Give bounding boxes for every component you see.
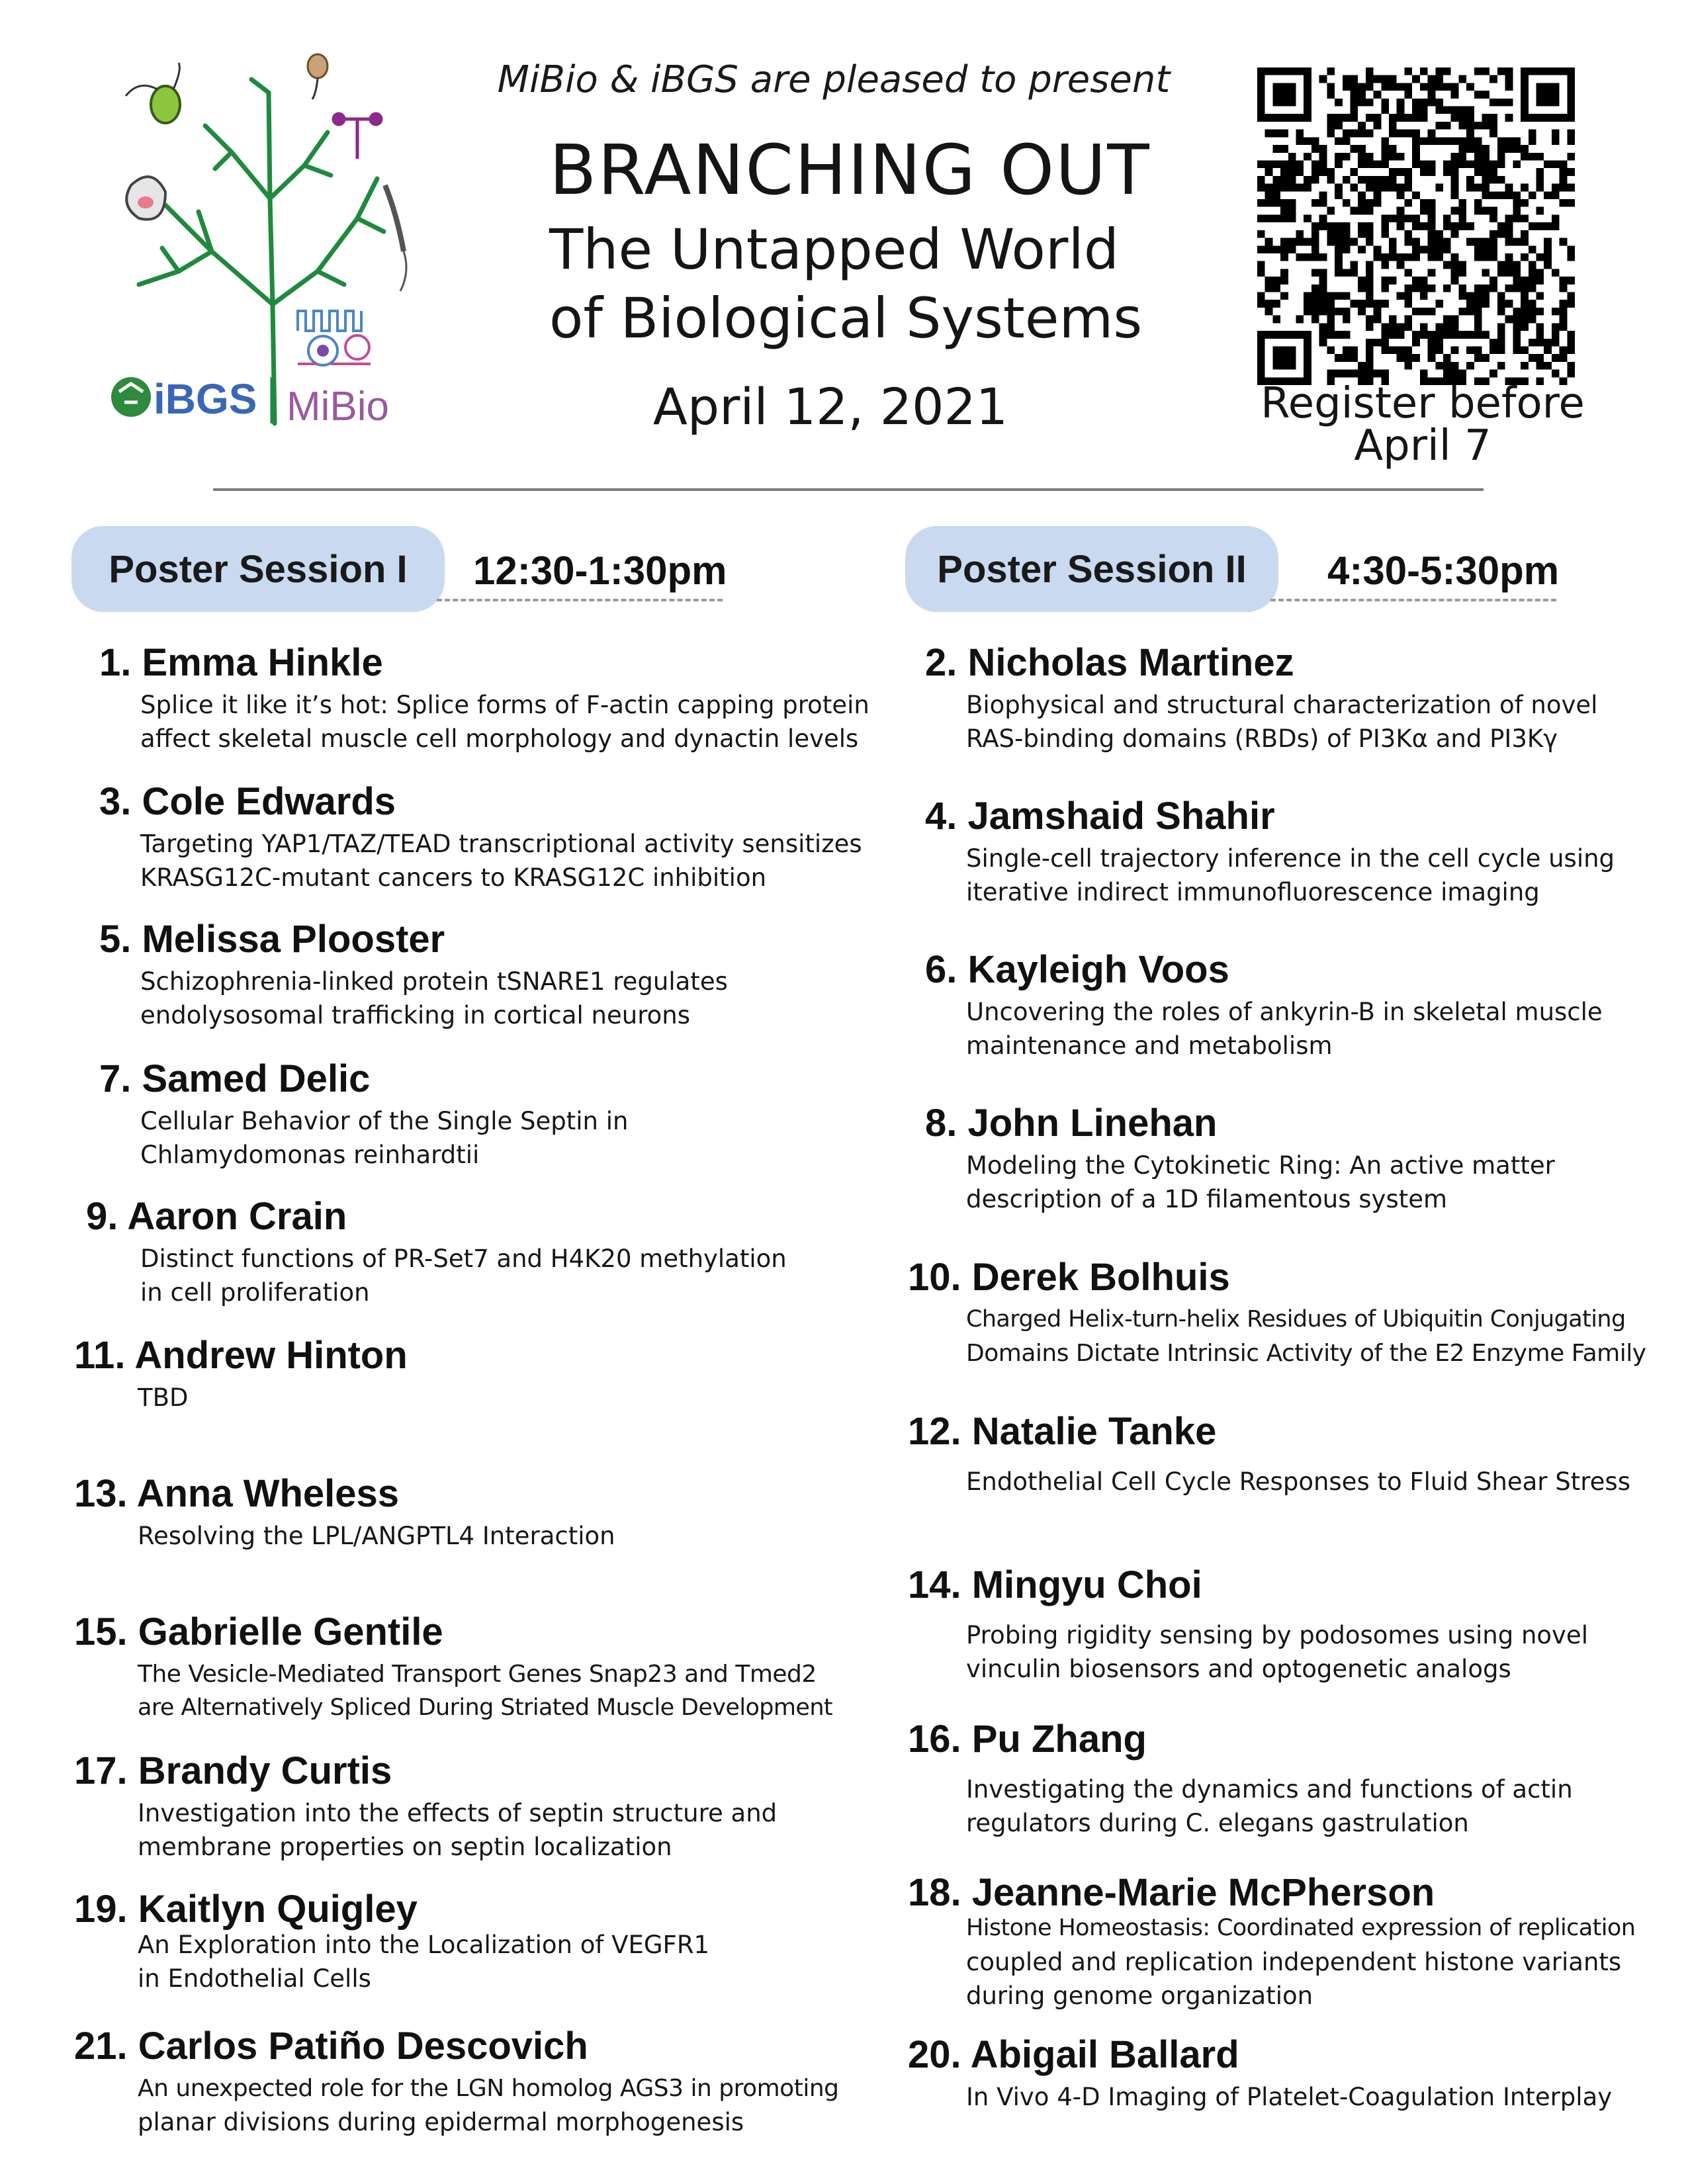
header-divider xyxy=(213,488,1484,491)
poster-title: Domains Dictate Intrinsic Activity of the E2 Enzyme Family xyxy=(966,1340,1646,1367)
poster-session-1-time: 12:30-1:30pm xyxy=(473,548,727,593)
poster-title: Charged Helix-turn-helix Residues of Ubiquitin Conjugating xyxy=(966,1306,1626,1332)
intro-line: MiBio & iBGS are pleased to present xyxy=(497,58,1171,101)
poster-session-2-label: Poster Session II xyxy=(905,526,1278,612)
poster-title: Investigation into the effects of septin structure and xyxy=(138,1799,777,1827)
poster-title: TBD xyxy=(138,1383,189,1412)
poster-title: membrane properties on septin localization xyxy=(138,1833,672,1861)
presenter-name: 13. Anna Wheless xyxy=(74,1472,400,1515)
poster-title: during genome organization xyxy=(966,1982,1313,2010)
poster-title: Distinct functions of PR-Set7 and H4K20 methylation xyxy=(140,1245,787,1273)
poster-title: are Alternatively Spliced During Striated Muscle Development xyxy=(138,1694,833,1721)
poster-title: vinculin biosensors and optogenetic analogs xyxy=(966,1655,1511,1683)
poster-entry xyxy=(908,1563,1588,1686)
registration-qr-code[interactable] xyxy=(1257,67,1575,385)
poster-title: planar divisions during epidermal morphogenesis xyxy=(138,2108,744,2136)
poster-title: KRASG12C-mutant cancers to KRASG12C inhibition xyxy=(140,863,767,892)
subtitle-line-1: The Untapped World xyxy=(549,217,1120,282)
presenter-name: 17. Brandy Curtis xyxy=(74,1749,392,1792)
poster-entry xyxy=(925,947,1603,1063)
poster-title: Investigating the dynamics and functions of actin xyxy=(966,1775,1573,1804)
presenter-name: 14. Mingyu Choi xyxy=(908,1563,1202,1606)
poster-title: The Vesicle-Mediated Transport Genes Snap23 and Tmed2 xyxy=(138,1661,817,1688)
poster-title: Splice it like it’s hot: Splice forms of F-actin capping protein xyxy=(140,691,869,719)
poster-entry xyxy=(86,1194,787,1309)
presenter-name: 4. Jamshaid Shahir xyxy=(925,795,1275,838)
poster-title: Chlamydomonas reinhardtii xyxy=(140,1141,480,1169)
poster-title: RAS-binding domains (RBDs) of PI3Kα and PI3Kγ xyxy=(966,724,1558,753)
poster-title: Probing rigidity sensing by podosomes using novel xyxy=(966,1621,1588,1649)
presenter-name: 2. Nicholas Martinez xyxy=(925,641,1294,684)
presenter-name: 16. Pu Zhang xyxy=(908,1718,1147,1761)
session-2-dash xyxy=(1270,599,1556,601)
presenter-name: 9. Aaron Crain xyxy=(86,1195,347,1238)
event-date: April 12, 2021 xyxy=(652,377,1008,436)
poster-entry xyxy=(908,1255,1646,1370)
poster-title: in Endothelial Cells xyxy=(138,1964,371,1993)
poster-entry xyxy=(74,1471,615,1553)
poster-title: Biophysical and structural characterization of novel xyxy=(966,691,1598,719)
poster-title: iterative indirect immunofluorescence imaging xyxy=(966,878,1540,906)
poster-entry xyxy=(74,2024,839,2139)
presenter-name: 21. Carlos Patiño Descovich xyxy=(74,2025,588,2068)
poster-title: An unexpected role for the LGN homolog AGS3 in promoting xyxy=(138,2075,839,2102)
poster-title: Targeting YAP1/TAZ/TEAD transcriptional activity sensitizes xyxy=(140,830,862,858)
poster-title: Histone Homeostasis: Coordinated expression of replication xyxy=(966,1915,1636,1941)
poster-entry xyxy=(908,1717,1573,1840)
presenter-name: 5. Melissa Plooster xyxy=(99,918,445,961)
poster-entry xyxy=(99,779,862,895)
poster-title: Modeling the Cytokinetic Ring: An active matter xyxy=(966,1151,1555,1180)
ibgs-logo-text: iBGS xyxy=(154,375,257,423)
poster-title: Resolving the LPL/ANGPTL4 Interaction xyxy=(138,1522,615,1550)
presenter-name: 19. Kaitlyn Quigley xyxy=(74,1888,418,1931)
poster-entry xyxy=(74,1610,832,1725)
poster-title: Endothelial Cell Cycle Responses to Fluid Shear Stress xyxy=(966,1467,1630,1496)
poster-session-2-time: 4:30-5:30pm xyxy=(1327,548,1560,593)
presenter-name: 8. John Linehan xyxy=(925,1102,1218,1145)
event-title: BRANCHING OUT xyxy=(549,130,1151,210)
poster-entry xyxy=(925,640,1597,756)
poster-title: regulators during C. elegans gastrulation xyxy=(966,1809,1469,1837)
poster-entry xyxy=(74,1887,709,1995)
poster-entry xyxy=(908,2032,1612,2114)
register-deadline xyxy=(1218,379,1628,470)
presenter-name: 15. Gabrielle Gentile xyxy=(74,1610,443,1653)
poster-title: endolysosomal trafficking in cortical neurons xyxy=(140,1001,690,1029)
presenter-name: 12. Natalie Tanke xyxy=(908,1410,1217,1453)
poster-entry xyxy=(74,1333,408,1415)
poster-title: Cellular Behavior of the Single Septin in xyxy=(140,1107,629,1135)
poster-entry xyxy=(925,1101,1555,1216)
presenter-name: 10. Derek Bolhuis xyxy=(908,1256,1230,1299)
poster-entry xyxy=(925,794,1615,909)
poster-entry xyxy=(908,1870,1635,2013)
register-line-1: Register before xyxy=(1261,379,1585,428)
branching-out-logo xyxy=(99,53,443,450)
poster-title: Uncovering the roles of ankyrin-B in skeletal muscle xyxy=(966,998,1603,1026)
presenter-name: 11. Andrew Hinton xyxy=(74,1334,408,1377)
poster-title: In Vivo 4-D Imaging of Platelet-Coagulation Interplay xyxy=(966,2083,1613,2111)
poster-title: coupled and replication independent histone variants xyxy=(966,1948,1622,1976)
poster-entry xyxy=(99,917,728,1032)
mibio-logo-text: MiBio xyxy=(287,384,390,429)
poster-entry xyxy=(908,1409,1630,1499)
presenter-name: 1. Emma Hinkle xyxy=(99,641,383,684)
presenter-name: 3. Cole Edwards xyxy=(99,780,396,823)
event-subtitle xyxy=(549,215,1211,353)
presenter-name: 7. Samed Delic xyxy=(99,1057,371,1100)
poster-title: An Exploration into the Localization of VEGFR1 xyxy=(138,1931,710,1959)
poster-title: in cell proliferation xyxy=(140,1278,370,1307)
presenter-name: 6. Kayleigh Voos xyxy=(925,948,1229,991)
poster-title: affect skeletal muscle cell morphology and dynactin levels xyxy=(140,724,859,753)
poster-entry xyxy=(74,1749,777,1864)
poster-title: Single-cell trajectory inference in the cell cycle using xyxy=(966,844,1615,873)
presenter-name: 20. Abigail Ballard xyxy=(908,2033,1239,2076)
poster-title: description of a 1D filamentous system xyxy=(966,1185,1448,1213)
poster-title: Schizophrenia-linked protein tSNARE1 regulates xyxy=(140,967,728,996)
poster-session-1-label: Poster Session I xyxy=(71,526,445,612)
poster-title: maintenance and metabolism xyxy=(966,1031,1333,1060)
subtitle-line-2: of Biological Systems xyxy=(549,286,1143,351)
poster-entry xyxy=(99,1057,628,1172)
register-line-2: April 7 xyxy=(1354,421,1491,470)
poster-entry xyxy=(99,640,869,756)
presenter-name: 18. Jeanne-Marie McPherson xyxy=(908,1871,1435,1914)
session-1-dash xyxy=(437,599,723,601)
